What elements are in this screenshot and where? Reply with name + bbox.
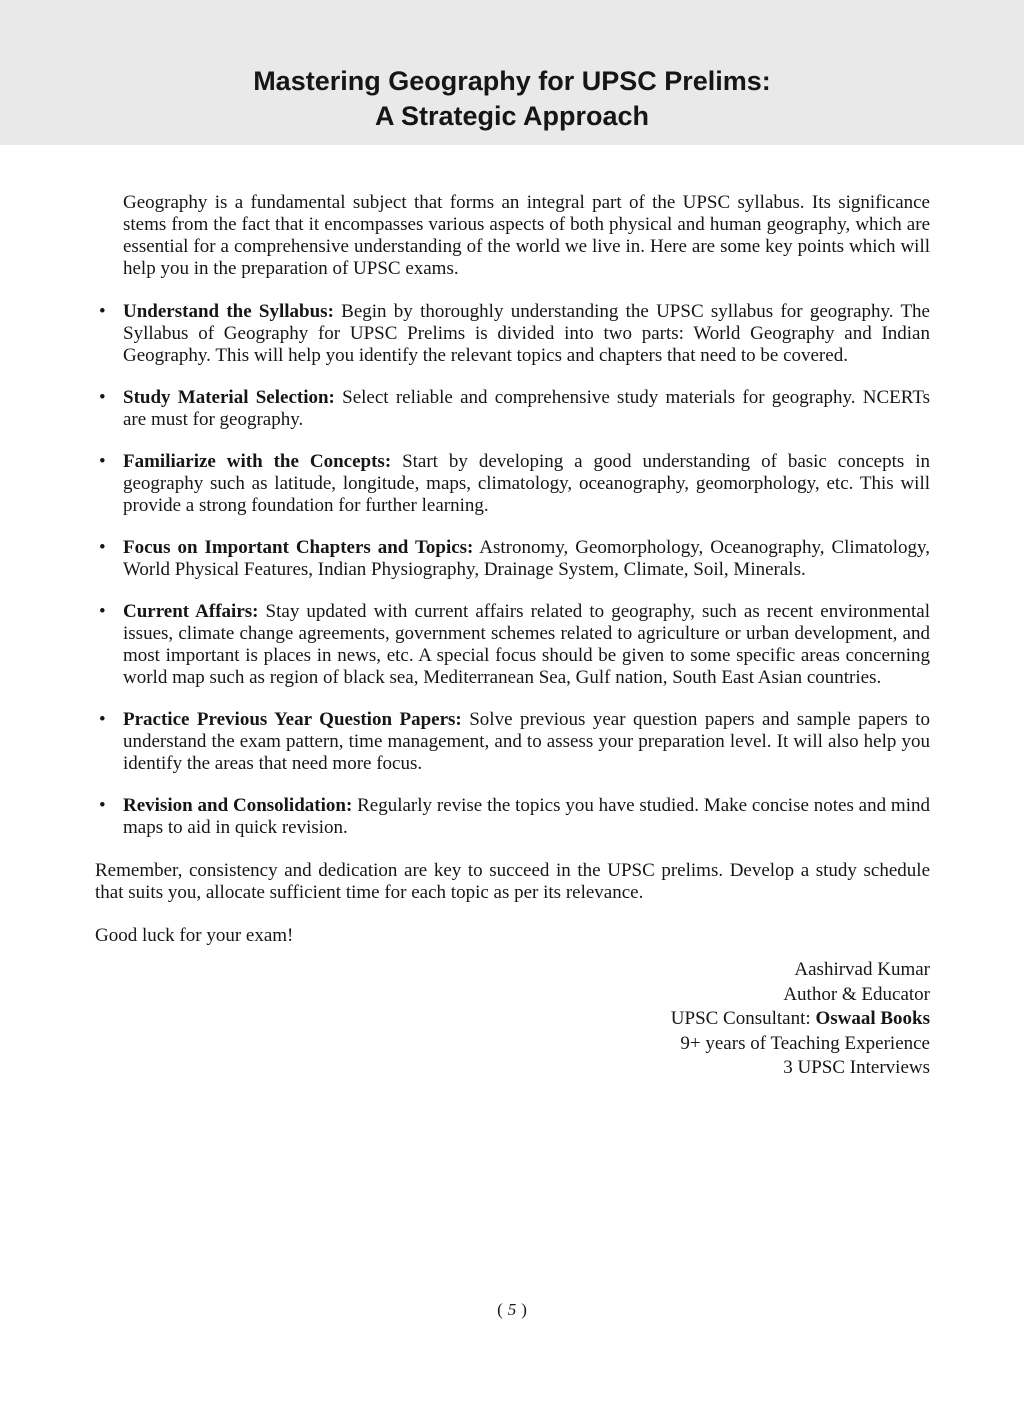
signature-interviews: 3 UPSC Interviews: [783, 1057, 930, 1078]
bullet-text: Astronomy, Geomorphology, Oceanography, Climatology, World Physical Features, Indian Physiography, Drainage System, Climate, Soil, Minerals.: [123, 537, 930, 580]
bullet-topic-label: Practice Previous Year Question Papers:: [123, 709, 462, 730]
bullet-topic-label: Focus on Important Chapters and Topics:: [123, 537, 474, 558]
bullet-text: Select reliable and comprehensive study materials for geography. NCERTs are must for geography.: [123, 387, 930, 430]
bullet-icon: •: [99, 387, 106, 408]
bullet-icon: •: [99, 709, 106, 730]
bullet-text: Begin by thoroughly understanding the UPSC syllabus for geography. The Syllabus of Geography for UPSC Prelims is divided into two parts: World Geography and Indian Geography. This will help you identify the relevant topics and chapters that need to be covered.: [123, 301, 930, 366]
page-title-line2: A Strategic Approach: [374, 101, 650, 131]
signature-consultant-prefix: UPSC Consultant:: [670, 1008, 816, 1029]
bullet-text: Stay updated with current affairs related to geography, such as recent environmental issues, climate change agreements, government schemes related to agriculture or urban development, and most important is places in news, etc. A special focus should be given to some specific areas concerning world map such as region of black sea, Mediterranean Sea, Gulf nation, South East Asian countries.: [123, 601, 931, 688]
page-title-line1: Mastering Geography for UPSC Prelims:: [253, 66, 771, 96]
signature-name: Aashirvad Kumar: [794, 959, 930, 980]
goodluck-line: Good luck for your exam!: [95, 925, 294, 946]
bullet-text: Solve previous year question papers and sample papers to understand the exam pattern, time management, and to assess your preparation level. It will also help you identify the areas that need more focus.: [123, 709, 930, 774]
signature-consultant: [95, 1007, 930, 1032]
signature-consultant-publisher: Oswaal Books: [815, 1008, 930, 1029]
page-header-band: [0, 0, 1024, 145]
page-number-value: 5: [507, 1300, 517, 1319]
signature-experience: 9+ years of Teaching Experience: [680, 1032, 930, 1054]
bullet-topic-label: Familiarize with the Concepts:: [123, 451, 392, 472]
bullet-icon: •: [99, 451, 106, 472]
bullet-icon: •: [99, 795, 106, 816]
bullet-item-current-affairs: [95, 601, 930, 689]
intro-paragraph: Geography is a fundamental subject that forms an integral part of the UPSC syllabus. Its significance stems from the fact that it encompasses various aspects of both physical and human geography, which are essential for a comprehensive understanding of the world we live in. Here are some key points which will help you in the preparation of UPSC exams.: [123, 192, 930, 279]
bullet-item-study-material: [95, 387, 930, 431]
page-number-close-paren: ): [521, 1300, 527, 1319]
signature-role: Author & Educator: [783, 983, 930, 1005]
page-number-open-paren: (: [497, 1300, 503, 1319]
bullet-text: Start by developing a good understanding of basic concepts in geography such as latitude, longitude, maps, climatology, oceanography, geomorphology, etc. This will provide a strong foundation for further learning.: [123, 451, 930, 516]
signature-block: [95, 958, 930, 1081]
bullet-topic-label: Revision and Consolidation:: [123, 795, 353, 816]
bullet-text: Regularly revise the topics you have studied. Make concise notes and mind maps to aid in quick revision.: [123, 795, 930, 838]
bullet-item-familiarize-concepts: [95, 451, 930, 517]
bullet-icon: •: [99, 537, 106, 558]
bullet-item-understand-syllabus: [95, 301, 930, 367]
bullet-item-important-chapters: [95, 537, 930, 581]
bullet-item-practice-papers: [95, 709, 930, 775]
bullet-icon: •: [99, 301, 106, 322]
bullet-topic-label: Study Material Selection:: [123, 387, 335, 408]
bullet-topic-label: Understand the Syllabus:: [123, 301, 334, 322]
bullet-icon: •: [99, 601, 106, 622]
key-points-list: [95, 301, 930, 839]
page-number: [0, 1300, 1024, 1320]
bullet-topic-label: Current Affairs:: [123, 601, 259, 622]
bullet-item-revision-consolidation: [95, 795, 930, 839]
closing-paragraph: Remember, consistency and dedication are key to succeed in the UPSC prelims. Develop a study schedule that suits you, allocate sufficient time for each topic as per its relevance.: [95, 860, 930, 903]
page-body: [0, 145, 1024, 1081]
